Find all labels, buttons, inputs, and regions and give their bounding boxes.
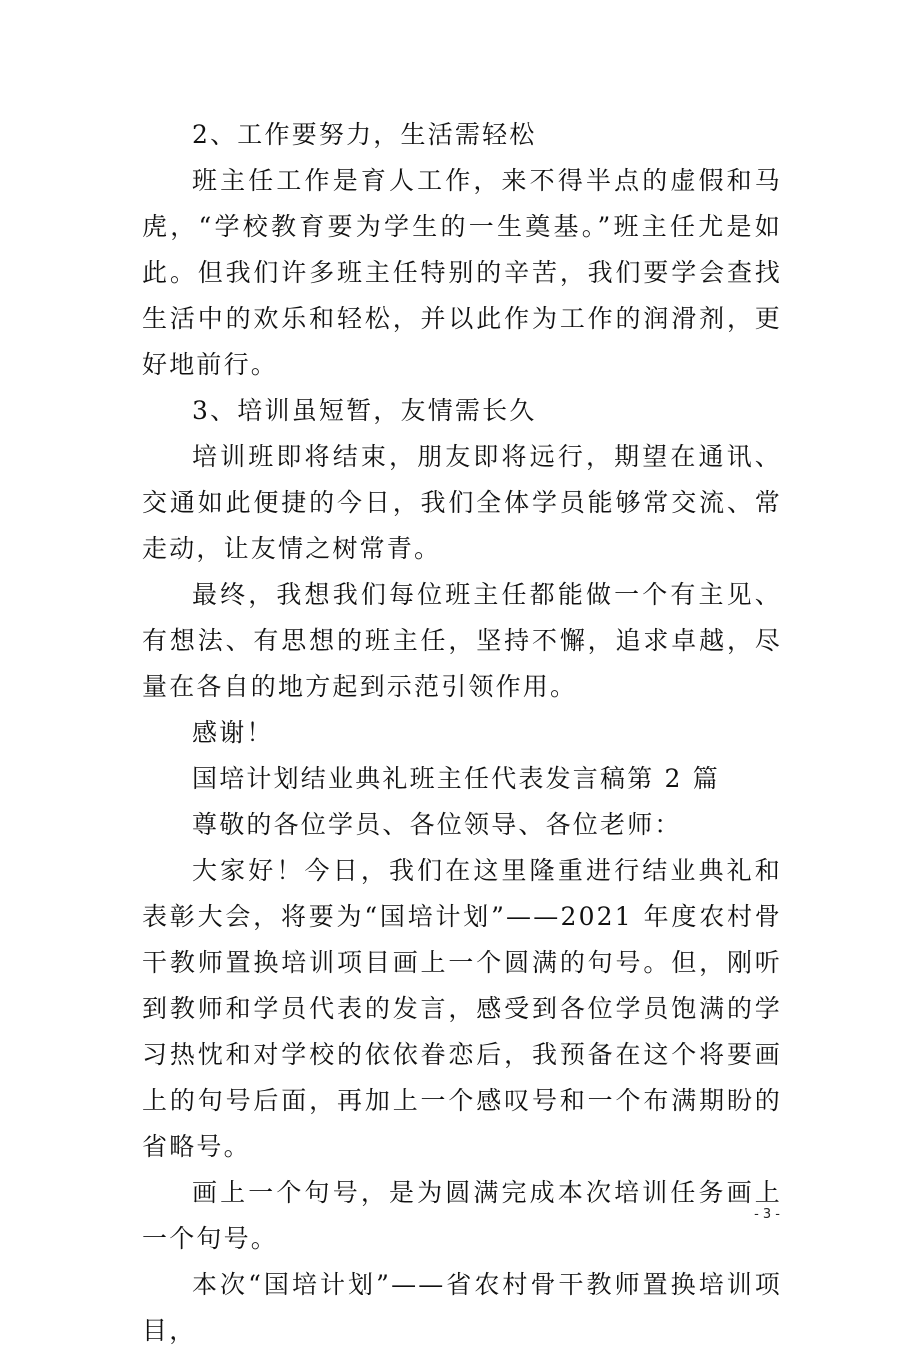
thanks-line: 感谢！ bbox=[192, 718, 274, 747]
body-paragraph: 最终，我想我们每位班主任都能做一个有主见、有想法、有思想的班主任，坚持不懈，追求卓越，尽量在各自的地方起到示范引领作用。 bbox=[142, 580, 782, 701]
body-paragraph: 班主任工作是育人工作，来不得半点的虚假和马虎，“学校教育要为学生的一生奠基。”班主任尤是如此。但我们许多班主任特别的辛苦，我们要学会查找生活中的欢乐和轻松，并以此作为工作的润滑剂，更好地前行。 bbox=[142, 166, 782, 379]
body-paragraph: 画上一个句号，是为圆满完成本次培训任务画上一个句号。 bbox=[142, 1178, 782, 1253]
salutation: 尊敬的各位学员、各位领导、各位老师： bbox=[192, 810, 682, 839]
section-heading-3: 3、培训虽短暂，友情需长久 bbox=[192, 396, 537, 425]
body-paragraph: 培训班即将结束，朋友即将远行，期望在通讯、交通如此便捷的今日，我们全体学员能够常交流、常走动，让友情之树常青。 bbox=[142, 442, 782, 563]
article-title: 国培计划结业典礼班主任代表发言稿第 2 篇 bbox=[192, 764, 721, 793]
document-body bbox=[142, 112, 782, 1354]
page-number: - 3 - bbox=[754, 1207, 780, 1222]
body-paragraph: 大家好！今日，我们在这里隆重进行结业典礼和表彰大会，将要为“国培计划”——2021 年度农村骨干教师置换培训项目画上一个圆满的句号。但，刚听到教师和学员代表的发言，感受到各位学员饱满的学习热忱和对学校的依依眷恋后，我预备在这个将要画上的句号后面，再加上一个感叹号和一个布满期盼的省略号。 bbox=[142, 856, 782, 1161]
section-heading-2: 2、工作要努力，生活需轻松 bbox=[192, 120, 537, 149]
body-paragraph: 本次“国培计划”——省农村骨干教师置换培训项目， bbox=[142, 1270, 782, 1345]
